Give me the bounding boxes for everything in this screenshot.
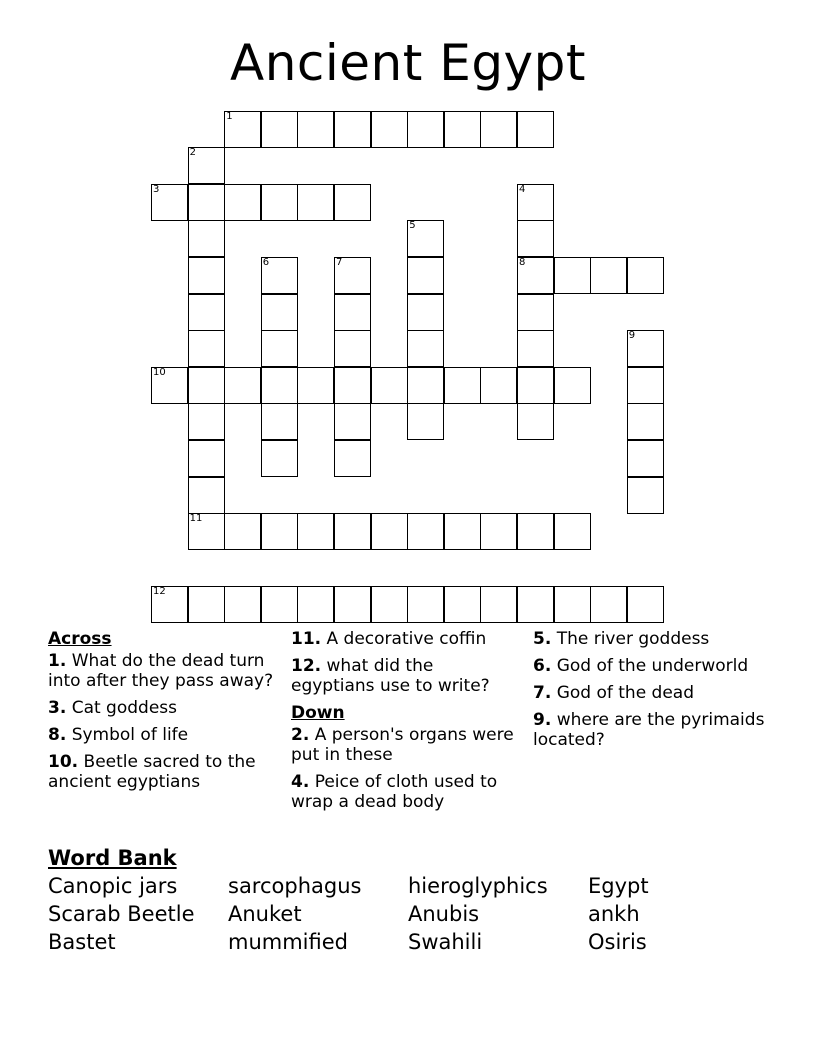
crossword-cell[interactable] bbox=[517, 330, 554, 367]
crossword-cell[interactable] bbox=[407, 294, 444, 331]
across-clue-8: 8. Symbol of life bbox=[48, 725, 189, 745]
clue-number: 7 bbox=[336, 257, 343, 268]
crossword-cell[interactable] bbox=[261, 513, 298, 550]
clue-number: 12 bbox=[153, 586, 166, 598]
clue-number: 2 bbox=[189, 147, 196, 159]
crossword-cell[interactable] bbox=[297, 586, 334, 623]
page-title: Ancient Egypt bbox=[230, 34, 586, 92]
crossword-cell[interactable] bbox=[480, 586, 517, 623]
word-bank-item: hieroglyphics bbox=[408, 874, 548, 898]
crossword-cell[interactable] bbox=[224, 184, 261, 221]
crossword-cell[interactable] bbox=[407, 257, 444, 294]
crossword-cell[interactable] bbox=[188, 147, 225, 184]
word-bank-heading: Word Bank bbox=[48, 846, 177, 870]
crossword-cell[interactable] bbox=[407, 513, 444, 550]
crossword-cell[interactable] bbox=[517, 403, 554, 440]
crossword-cell[interactable] bbox=[371, 586, 408, 623]
crossword-cell[interactable] bbox=[371, 513, 408, 550]
clue-number: 9 bbox=[628, 330, 636, 342]
word-bank-item: Egypt bbox=[588, 874, 649, 898]
across-clue-3: 3. Cat goddess bbox=[48, 698, 178, 718]
clue-number: 4 bbox=[519, 183, 526, 195]
crossword-cell[interactable] bbox=[627, 257, 664, 294]
across-clue-11: 11. A decorative coffin bbox=[291, 629, 487, 649]
crossword-cell[interactable] bbox=[188, 440, 225, 477]
crossword-cell[interactable] bbox=[188, 403, 225, 440]
crossword-cell[interactable] bbox=[517, 111, 554, 148]
crossword-cell[interactable] bbox=[297, 513, 334, 550]
crossword-cell[interactable] bbox=[371, 367, 408, 404]
crossword-cell[interactable] bbox=[334, 440, 371, 477]
crossword-cell[interactable] bbox=[407, 330, 444, 367]
down-clue-7: 7. God of the dead bbox=[533, 683, 695, 703]
word-bank-item: Bastet bbox=[48, 930, 116, 954]
crossword-cell[interactable] bbox=[627, 586, 664, 623]
crossword-cell[interactable] bbox=[554, 513, 591, 550]
crossword-cell[interactable] bbox=[444, 513, 481, 550]
across-heading: Across bbox=[48, 629, 112, 649]
crossword-cell[interactable] bbox=[517, 257, 554, 294]
across-clue-10: 10. Beetle sacred to the ancient egyptians bbox=[48, 752, 256, 792]
crossword-cell[interactable] bbox=[334, 184, 371, 221]
crossword-cell[interactable] bbox=[407, 220, 444, 257]
crossword-cell[interactable] bbox=[188, 367, 225, 404]
crossword-cell[interactable] bbox=[627, 330, 664, 367]
crossword-cell[interactable] bbox=[188, 330, 225, 367]
crossword-cell[interactable] bbox=[554, 257, 591, 294]
crossword-cell[interactable] bbox=[261, 184, 298, 221]
crossword-cell[interactable] bbox=[188, 477, 225, 514]
crossword-cell[interactable] bbox=[407, 367, 444, 404]
crossword-cell[interactable] bbox=[517, 367, 554, 404]
crossword-cell[interactable] bbox=[517, 294, 554, 331]
crossword-cell[interactable] bbox=[627, 440, 664, 477]
crossword-cell[interactable] bbox=[517, 220, 554, 257]
crossword-cell[interactable] bbox=[261, 330, 298, 367]
crossword-cell[interactable] bbox=[261, 294, 298, 331]
crossword-cell[interactable] bbox=[188, 257, 225, 294]
crossword-cell[interactable] bbox=[480, 111, 517, 148]
crossword-cell[interactable] bbox=[297, 111, 334, 148]
word-bank bbox=[48, 872, 768, 956]
word-bank-item: Anuket bbox=[228, 902, 302, 926]
crossword-cell[interactable] bbox=[224, 367, 261, 404]
down-clue-6: 6. God of the underworld bbox=[533, 656, 749, 676]
down-heading: Down bbox=[291, 703, 345, 723]
crossword-cell[interactable] bbox=[517, 184, 554, 221]
down-clue-4: 4. Peice of cloth used to wrap a dead body bbox=[291, 772, 498, 812]
crossword-cell[interactable] bbox=[407, 111, 444, 148]
crossword-cell[interactable] bbox=[480, 367, 517, 404]
crossword-cell[interactable] bbox=[261, 111, 298, 148]
crossword-cell[interactable] bbox=[627, 403, 664, 440]
word-bank-item: Swahili bbox=[408, 930, 483, 954]
crossword-cell[interactable] bbox=[151, 586, 188, 623]
clue-number: 10 bbox=[153, 366, 166, 378]
crossword-cell[interactable] bbox=[371, 111, 408, 148]
crossword-cell[interactable] bbox=[334, 330, 371, 367]
word-bank-item: mummified bbox=[228, 930, 348, 954]
crossword-cell[interactable] bbox=[334, 513, 371, 550]
crossword-cell[interactable] bbox=[334, 586, 371, 623]
word-bank-item: sarcophagus bbox=[228, 874, 362, 898]
crossword-cell[interactable] bbox=[517, 586, 554, 623]
crossword-cell[interactable] bbox=[444, 586, 481, 623]
crossword-cell[interactable] bbox=[444, 111, 481, 148]
across-clue-1: 1. What do the dead turn into after they pass away? bbox=[48, 651, 274, 691]
word-bank-item: Anubis bbox=[408, 902, 480, 926]
crossword-cell[interactable] bbox=[261, 440, 298, 477]
clue-number: 6 bbox=[262, 257, 270, 268]
crossword-cell[interactable] bbox=[627, 367, 664, 404]
crossword-cell[interactable] bbox=[407, 403, 444, 440]
clues-column-2 bbox=[291, 629, 519, 819]
crossword-cell[interactable] bbox=[334, 403, 371, 440]
crossword-cell[interactable] bbox=[590, 586, 627, 623]
clue-number: 1 bbox=[226, 110, 233, 122]
crossword-cell[interactable] bbox=[627, 477, 664, 514]
clue-number: 3 bbox=[153, 183, 160, 195]
crossword-cell[interactable] bbox=[590, 257, 627, 294]
crossword-cell[interactable] bbox=[334, 294, 371, 331]
clues-column-3 bbox=[533, 629, 773, 757]
word-bank-item: ankh bbox=[588, 902, 640, 926]
crossword-cell[interactable] bbox=[188, 184, 225, 221]
crossword-cell[interactable] bbox=[188, 513, 225, 550]
word-bank-item: Canopic jars bbox=[48, 874, 178, 898]
crossword-cell[interactable] bbox=[444, 367, 481, 404]
down-clue-9: 9. where are the pyrimaids located? bbox=[533, 710, 765, 750]
crossword-cell[interactable] bbox=[334, 367, 371, 404]
crossword-cell[interactable] bbox=[261, 367, 298, 404]
clue-number: 5 bbox=[409, 220, 416, 232]
word-bank-item: Osiris bbox=[588, 930, 647, 954]
crossword-cell[interactable] bbox=[188, 586, 225, 623]
crossword-cell[interactable] bbox=[151, 184, 188, 221]
word-bank-item: Scarab Beetle bbox=[48, 902, 195, 926]
crossword-cell[interactable] bbox=[261, 403, 298, 440]
crossword-cell[interactable] bbox=[224, 586, 261, 623]
clue-number: 11 bbox=[189, 513, 203, 525]
clue-number: 8 bbox=[519, 257, 526, 268]
down-clue-2: 2. A person's organs were put in these bbox=[291, 725, 514, 765]
crossword-cell[interactable] bbox=[334, 111, 371, 148]
crossword-cell[interactable] bbox=[407, 586, 444, 623]
crossword-cell[interactable] bbox=[480, 513, 517, 550]
crossword-cell[interactable] bbox=[224, 111, 261, 148]
across-clue-12: 12. what did the egyptians use to write? bbox=[291, 656, 490, 696]
crossword-cell[interactable] bbox=[261, 586, 298, 623]
crossword-cell[interactable] bbox=[224, 513, 261, 550]
crossword-cell[interactable] bbox=[151, 367, 188, 404]
crossword-cell[interactable] bbox=[188, 220, 225, 257]
crossword-cell[interactable] bbox=[517, 513, 554, 550]
crossword-cell[interactable] bbox=[261, 257, 298, 294]
crossword-cell[interactable] bbox=[554, 586, 591, 623]
crossword-cell[interactable] bbox=[554, 367, 591, 404]
down-clue-5: 5. The river goddess bbox=[533, 629, 710, 649]
clues-column-1 bbox=[48, 629, 282, 799]
crossword-cell[interactable] bbox=[297, 367, 334, 404]
crossword-cell[interactable] bbox=[334, 257, 371, 294]
crossword-cell[interactable] bbox=[297, 184, 334, 221]
crossword-cell[interactable] bbox=[188, 294, 225, 331]
